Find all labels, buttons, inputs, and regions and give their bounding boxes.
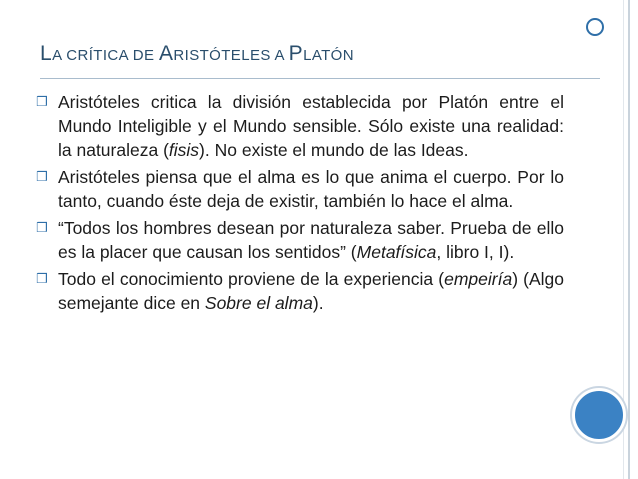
title-cap-3: P <box>288 42 304 65</box>
square-bullet-icon: ❒ <box>36 271 48 286</box>
square-bullet-icon: ❒ <box>36 220 48 235</box>
bullet-text: Aristóteles piensa que el alma es lo que anima el cuerpo. Por lo tanto, cuando éste deja de existir, también lo hace el alma. <box>58 167 564 211</box>
title-divider <box>40 78 600 79</box>
decorative-big-circle <box>572 388 626 442</box>
slide-title <box>40 42 560 66</box>
decorative-small-circle <box>586 18 604 36</box>
bullet-text: Aristóteles critica la división establecida por Platón entre el Mundo Inteligible y el Mundo sensible. Sólo existe una realidad: la naturaleza (fisis). No existe el mundo de las Ideas. <box>58 92 564 160</box>
square-bullet-icon: ❒ <box>36 169 48 184</box>
title-rest-1: A CRÍTICA DE <box>52 47 159 64</box>
bullet-text: “Todos los hombres desean por naturaleza saber. Prueba de ello es la placer que causan los sentidos” (Metafísica, libro I, I). <box>58 218 564 262</box>
bullet-text: Todo el conocimiento proviene de la experiencia (empeiría) (Algo semejante dice en Sobre el alma). <box>58 269 564 313</box>
title-cap-2: A <box>158 42 174 65</box>
title-rest-2: RISTÓTELES A <box>173 47 289 64</box>
slide-border-line <box>628 0 630 479</box>
bullet-item <box>36 216 564 264</box>
square-bullet-icon: ❒ <box>36 94 48 109</box>
bullet-item <box>36 90 564 162</box>
title-cap-1: L <box>40 42 53 65</box>
bullet-item <box>36 165 564 213</box>
title-rest-3: LATÓN <box>303 47 354 64</box>
bullet-list <box>36 90 564 318</box>
bullet-item <box>36 267 564 315</box>
